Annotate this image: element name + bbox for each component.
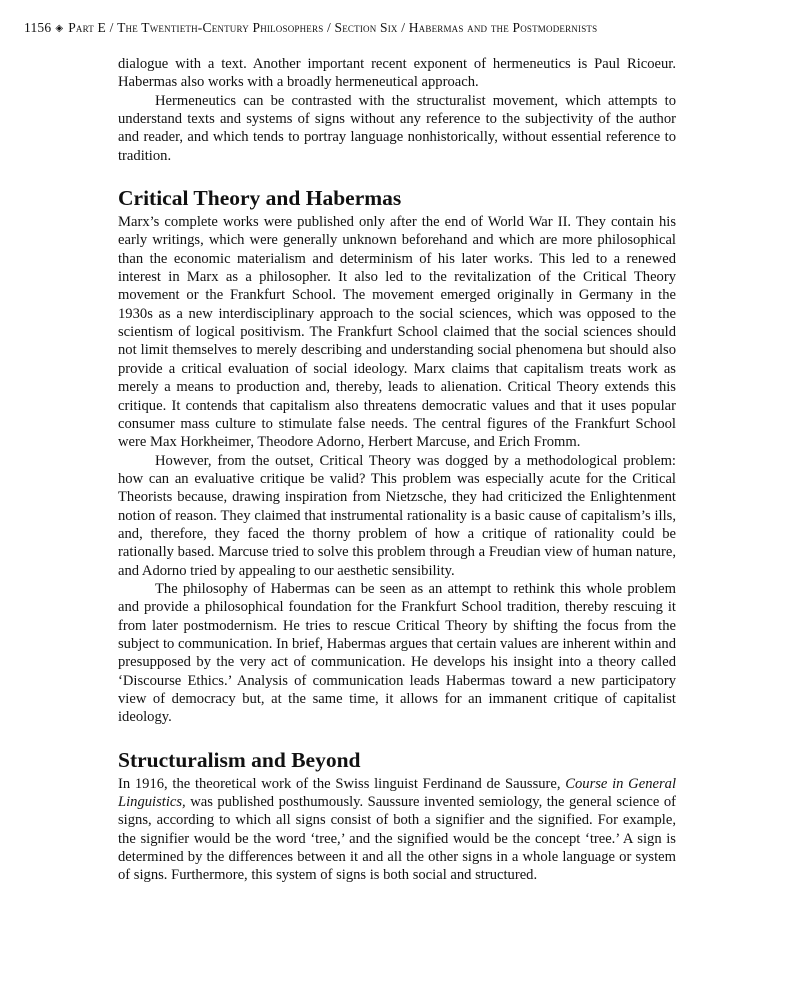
paragraph: However, from the outset, Critical Theory was dogged by a methodological problem: how can an evaluative critique be valid? This problem was especially acute for the Critical Theorists because, drawing inspiration from Nietzsche, they had criticized the Enlightenment notion of reason. They claimed that instrumental rationality is a basic cause of capitalism’s ills, and, therefore, they faced the thorny problem of how a critique of rationality could be rationally based. Marcuse tried to solve this problem through a Freudian view of human nature, and Adorno tried by appealing to our aesthetic sensibility.: [118, 452, 676, 579]
running-head: [24, 20, 770, 36]
book-part-title: The Twentieth-Century Philosophers: [117, 20, 324, 35]
paragraph: The philosophy of Habermas can be seen as an attempt to rethink this whole problem and provide a philosophical foundation for the Frankfurt School tradition, thereby rescuing it from later postmodernism. He tries to rescue Critical Theory by shifting the focus from the subject to communication. In brief, Habermas argues that certain values are inherent within and presupposed by the very act of communication. He develops his insight into a theory called ‘Discourse Ethics.’ Analysis of communication leads Habermas toward a new participatory view of democracy but, at the same time, it allows for an immanent critique of capitalist ideology.: [118, 580, 676, 726]
paragraph: Hermeneutics can be contrasted with the structuralist movement, which attempts to understand texts and systems of signs without any reference to the subjectivity of the author and reader, and which tends to portray language nonhistorically, without essential reference to tradition.: [118, 92, 676, 164]
separator: /: [401, 20, 406, 35]
text-run: In 1916, the theoretical work of the Swiss linguist Ferdinand de Saussure,: [118, 775, 566, 792]
text-column: [118, 55, 676, 885]
book-title: Course in General Linguistics,: [118, 775, 677, 811]
diamond-ornament-icon: ◈: [55, 23, 64, 34]
page-number: 1156: [24, 20, 52, 35]
section-heading-structuralism: Structuralism and Beyond: [118, 747, 361, 772]
paragraph: dialogue with a text. Another important recent exponent of hermeneutics is Paul Ricoeur. Habermas also works with a broadly hermeneutical approach.: [118, 56, 676, 91]
section-title: Habermas and the Postmodernists: [408, 20, 598, 35]
paragraph: [118, 775, 676, 885]
separator: /: [109, 20, 114, 35]
part-label: Part E: [68, 20, 106, 35]
paragraph: Marx’s complete works were published only after the end of World War II. They contain his early writings, which were generally unknown beforehand and which are more philosophical than the economic materialism and determinism of his later works. This led to a renewed interest in Marx as a philosopher. It also led to the revitalization of the Critical Theory movement or the Frankfurt School. The movement emerged originally in Germany in the 1930s as a new interdisciplinary approach to the social sciences, which was opposed to the scientism of logical positivism. The Frankfurt School claimed that the social sciences should not limit themselves to merely describing and understanding social phenomena but should also provide a critical evaluation of social ideology. Marx claims that capitalism treats work as merely a means to production and, thereby, leads to alienation. Critical Theory extends this critique. It contends that capitalism also threatens democratic values and that it uses popular consumer mass culture to stimulate false needs. The central figures of the Frankfurt School were Max Horkheimer, Theodore Adorno, Herbert Marcuse, and Erich Fromm.: [118, 214, 676, 451]
section-heading-critical-theory: Critical Theory and Habermas: [118, 186, 402, 211]
section-label: Section Six: [334, 20, 398, 35]
separator: /: [326, 20, 331, 35]
text-run: was published posthumously. Saussure invented semiology, the general science of signs, according to which all signs consist of both a signifier and the signified. For example, the signifier would be the word ‘tree,’ and the signified would be the concept ‘tree.’ A sign is determined by the differences between it and all the other signs in a whole language or system of signs. Furthermore, this system of signs is both social and structured.: [118, 794, 676, 884]
